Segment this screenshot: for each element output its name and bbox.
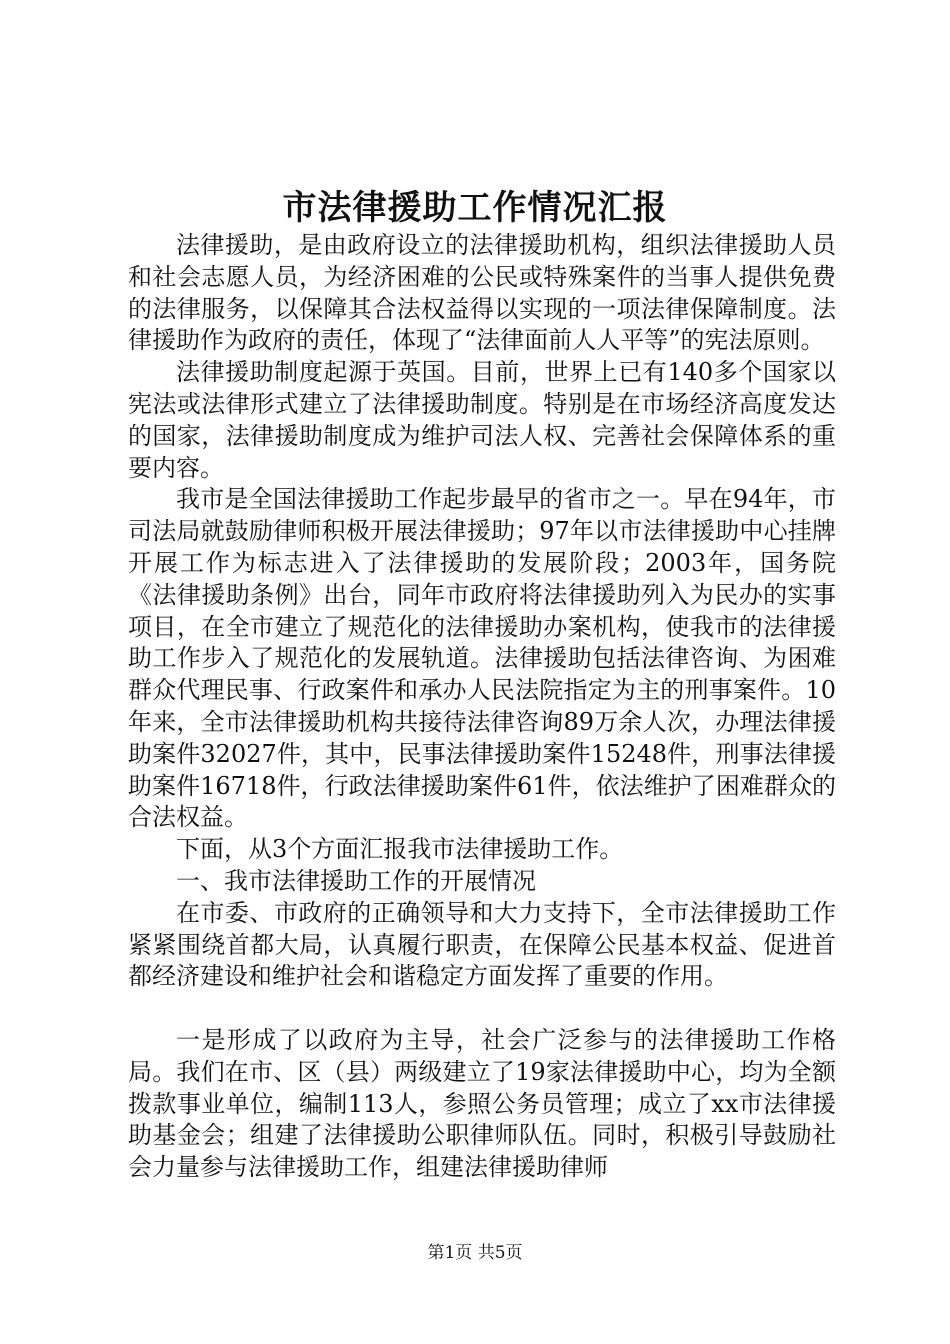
document-body	[128, 230, 836, 1184]
paragraph-gap	[128, 993, 836, 1025]
paragraph-history: 我市是全国法律援助工作起步最早的省市之一。早在94年，市司法局就鼓励律师积极开展法律援助；97年以市法律援助中心挂牌开展工作为标志进入了法律援助的发展阶段；2003年，国务院《法律援助条例》出台，同年市政府将法律援助列入为民办的实事项目，在全市建立了规范化的法律援助办案机构，使我市的法律援助工作步入了规范化的发展轨道。法律援助包括法律咨询、为困难群众代理民事、行政案件和承办人民法院指定为主的刑事案件。10年来，全市法律援助机构共接待法律咨询89万余人次，办理法律援助案件32027件，其中，民事法律援助案件15248件，刑事法律援助案件16718件，行政法律援助案件61件，依法维护了困难群众的合法权益。	[128, 485, 836, 832]
paragraph-leadership: 在市委、市政府的正确领导和大力支持下，全市法律援助工作紧紧围绕首都大局，认真履行职责，在保障公民基本权益、促进首都经济建设和维护社会和谐稳定方面发挥了重要的作用。	[128, 898, 836, 991]
paragraph-structure: 一是形成了以政府为主导，社会广泛参与的法律援助工作格局。我们在市、区（县）两级建立了19家法律援助中心，均为全额拨款事业单位，编制113人，参照公务员管理；成立了xx市法律援助基金会；组建了法律援助公职律师队伍。同时，积极引导鼓励社会力量参与法律援助工作，组建法律援助律师	[128, 1025, 836, 1182]
paragraph-intro: 法律援助，是由政府设立的法律援助机构，组织法律援助人员和社会志愿人员，为经济困难的公民或特殊案件的当事人提供免费的法律服务，以保障其合法权益得以实现的一项法律保障制度。法律援助作为政府的责任，体现了“法律面前人人平等”的宪法原则。	[128, 231, 836, 355]
section-heading-1: 一、我市法律援助工作的开展情况	[176, 866, 536, 895]
page-footer: 第1页 共5页	[427, 1243, 523, 1263]
paragraph-origin: 法律援助制度起源于英国。目前，世界上已有140多个国家以宪法或法律形式建立了法律援助制度。特别是在市场经济高度发达的国家，法律援助制度成为维护司法人权、完善社会保障体系的重要内容。	[128, 358, 836, 482]
paragraph-overview: 下面，从3个方面汇报我市法律援助工作。	[176, 835, 624, 864]
document-title: 市法律援助工作情况汇报	[282, 188, 668, 228]
